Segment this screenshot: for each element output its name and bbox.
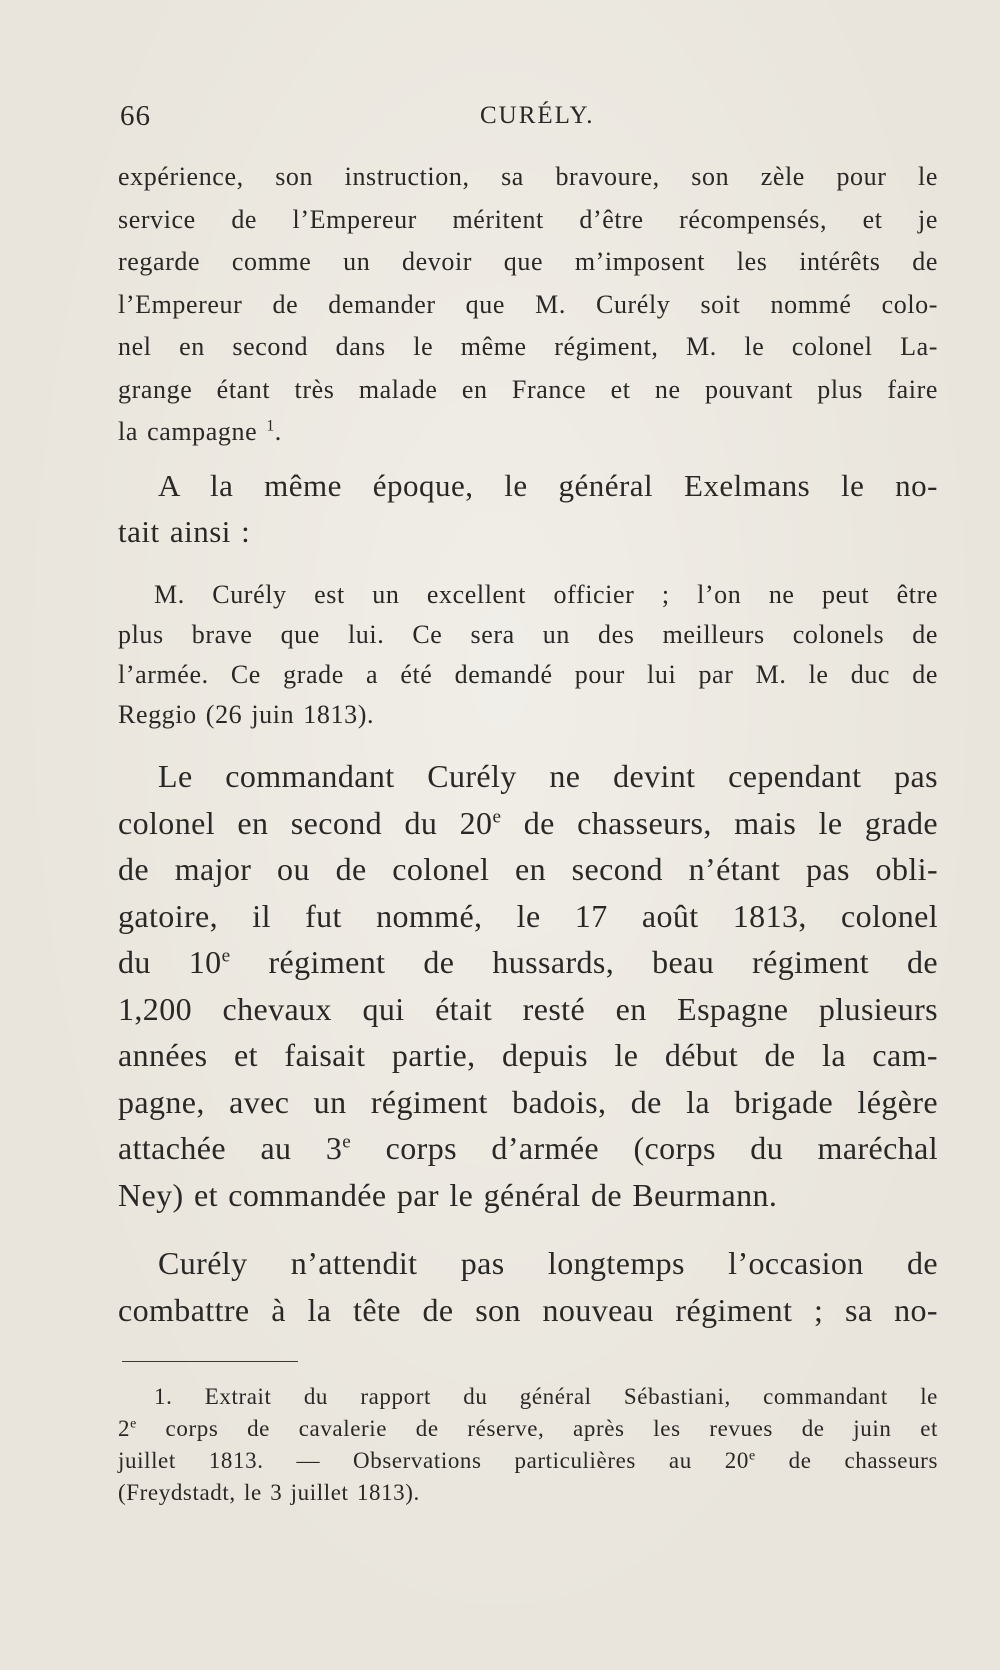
- text-fragment: corps d’armée (corps du maréchal: [351, 1130, 938, 1166]
- superscript: e: [221, 945, 231, 967]
- text-line: regarde comme un devoir que m’imposent les intérêts de: [118, 247, 938, 276]
- text-fragment: de chasseurs, mais le grade: [501, 804, 938, 841]
- superscript: e: [748, 1447, 756, 1463]
- text-line: service de l’Empereur méritent d’être récompensés, et je: [118, 204, 938, 234]
- text-line: Reggio (26 juin 1813).: [118, 700, 375, 729]
- text-fragment: de chasseurs: [755, 1448, 938, 1473]
- body-paragraph-2: [118, 1240, 938, 1333]
- text-fragment: attachée au 3: [118, 1130, 343, 1166]
- text-fragment: du 10: [118, 944, 222, 980]
- superscript: e: [492, 805, 502, 827]
- superscript: e: [342, 1131, 352, 1153]
- text-line: années et faisait partie, depuis le début de la cam-: [118, 1037, 938, 1073]
- body-paragraph: [118, 753, 938, 1218]
- text-line: plus brave que lui. Ce sera un des meilleurs colonels de: [118, 620, 938, 649]
- text-line: expérience, son instruction, sa bravoure, son zèle pour le: [118, 162, 938, 191]
- text-line: [118, 1125, 938, 1172]
- text-line: l’armée. Ce grade a été demandé pour lui par M. le duc de: [118, 660, 938, 689]
- text-line: combattre à la tête de son nouveau régiment ; sa no-: [118, 1291, 938, 1328]
- footnote: [118, 1381, 938, 1509]
- text-line: (Freydstadt, le 3 juillet 1813).: [118, 1480, 420, 1505]
- letter-excerpt: [118, 156, 938, 454]
- text-line: A la même époque, le général Exelmans le no-: [158, 468, 938, 503]
- text-fragment: corps de cavalerie de réserve, après les revues de juin et: [136, 1416, 938, 1441]
- text-line: pagne, avec un régiment badois, de la brigade légère: [118, 1083, 938, 1120]
- text-line: Ney) et commandée par le général de Beurmann.: [118, 1176, 778, 1213]
- text-line: 1,200 chevaux qui était resté en Espagne plusieurs: [118, 990, 938, 1027]
- text-line: gatoire, il fut nommé, le 17 août 1813, colonel: [118, 897, 938, 934]
- page-number: 66: [120, 100, 151, 132]
- text-line: grange étant très malade en France et ne pouvant plus faire: [118, 374, 938, 404]
- text-line: nel en second dans le même régiment, M. le colonel La-: [118, 332, 938, 361]
- text-line: M. Curély est un excellent officier ; l’on ne peut être: [154, 580, 938, 609]
- intro-paragraph: [118, 463, 938, 555]
- running-head: [120, 100, 938, 140]
- text-fragment: régiment de hussards, beau régiment de: [230, 944, 939, 980]
- text-fragment: juillet 1813. — Observations particulières au 20: [118, 1448, 749, 1473]
- text-line: l’Empereur de demander que M. Curély soit nommé colo-: [118, 289, 938, 319]
- text-line: [118, 939, 938, 986]
- text-line: [118, 411, 938, 454]
- text-line: Curély n’attendit pas longtemps l’occasion de: [158, 1245, 938, 1281]
- text-fragment: 2: [118, 1416, 131, 1441]
- text-line: 1. Extrait du rapport du général Sébastiani, commandant le: [154, 1384, 938, 1409]
- text-line: Le commandant Curély ne devint cependant pas: [158, 758, 938, 794]
- quoted-evaluation: [118, 575, 938, 735]
- running-title: CURÉLY.: [480, 102, 595, 129]
- text-line: tait ainsi :: [118, 514, 251, 549]
- text-line: [118, 1413, 938, 1445]
- text-fragment: colonel en second du 20: [118, 804, 493, 841]
- text-fragment: la campagne: [118, 417, 258, 446]
- text-line: de major ou de colonel en second n’étant pas obli-: [118, 851, 938, 887]
- text-line: [118, 800, 938, 847]
- footnote-reference: 1: [266, 417, 275, 435]
- text-line: [118, 1445, 938, 1477]
- superscript: e: [130, 1415, 137, 1431]
- footnote-divider: [122, 1361, 298, 1362]
- text-fragment: .: [274, 417, 282, 446]
